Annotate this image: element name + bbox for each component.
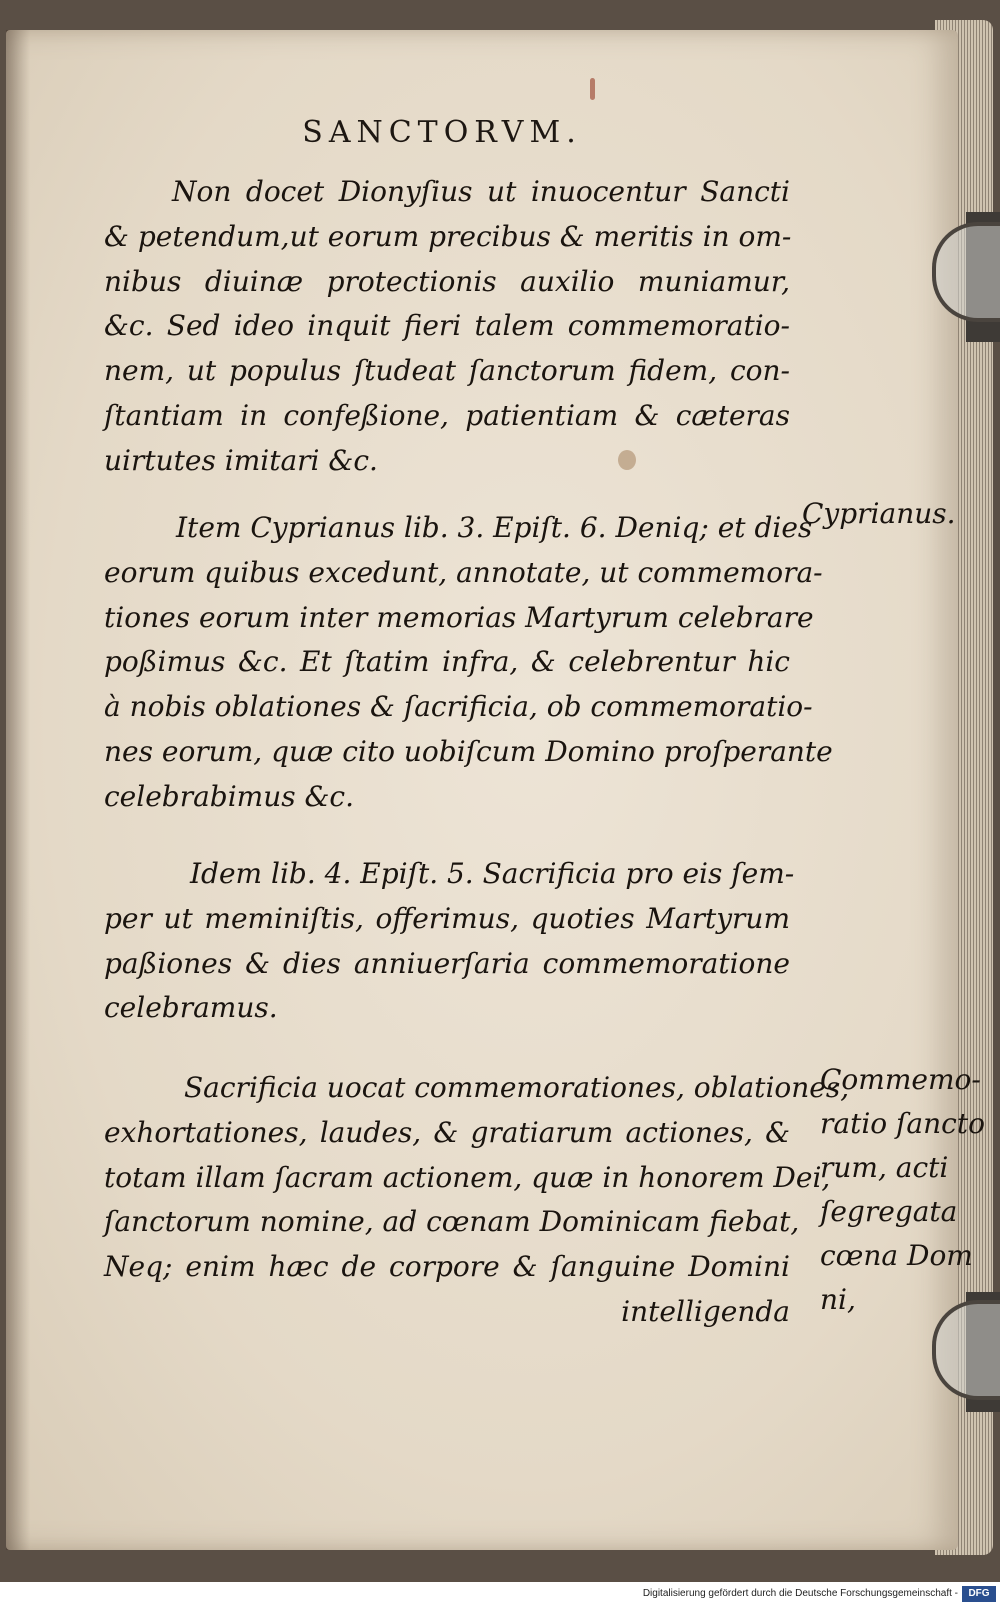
margin-note-line: Commemo-: [820, 1063, 981, 1096]
text-line: ſtantiam in confeßione, patientiam & cæteras: [104, 398, 790, 432]
margin-note-line: rum, acti: [820, 1151, 949, 1184]
text-line: Sacrificia uocat commemorationes, oblationes,: [184, 1071, 850, 1104]
digitization-footer: [0, 1582, 1000, 1606]
ink-mark: [590, 78, 595, 100]
gutter-shadow: [6, 30, 30, 1550]
margin-note-line: ni,: [820, 1283, 856, 1316]
paragraph-3: [104, 852, 795, 1031]
text-line: à nobis oblationes & ſacrificia, ob commemoratio-: [104, 690, 813, 724]
text-line: uirtutes imitari &c.: [104, 443, 378, 477]
margin-note-line: ſegregata: [820, 1195, 958, 1228]
text-line: nem, ut populus ſtudeat ſanctorum fidem, con-: [104, 354, 790, 388]
text-line: tiones eorum inter memorias Martyrum celebrare: [104, 600, 814, 634]
margin-note-line: cœna Dom: [820, 1239, 973, 1272]
dfg-logo: DFG: [962, 1586, 996, 1602]
margin-note-cyprianus: [802, 492, 956, 536]
text-line: paßiones & dies anniuerſaria commemoratione: [104, 946, 790, 980]
text-line: poßimus &c. Et ſtatim infra, & celebrentur hic: [104, 645, 790, 679]
text-line: nibus diuinæ protectionis auxilio muniamur,: [104, 264, 790, 298]
text-line: Item Cyprianus lib. 3. Epiſt. 6. Deniq; et dies: [176, 511, 813, 544]
text-line: totam illam ſacram actionem, quæ in honorem Dei,: [104, 1160, 831, 1194]
text-line: celebramus.: [104, 991, 278, 1025]
text-line: Idem lib. 4. Epiſt. 5. Sacrificia pro eis ſem-: [190, 857, 795, 890]
text-line: eorum quibus excedunt, annotate, ut commemora-: [104, 555, 823, 589]
text-line: &c. Sed ideo inquit fieri talem commemoratio-: [104, 309, 790, 343]
paragraph-1: [104, 170, 790, 484]
text-line: Non docet Dionyſius ut inuocentur Sancti: [172, 175, 790, 208]
running-head: [0, 115, 1000, 150]
text-line: celebrabimus &c.: [104, 779, 355, 813]
funding-credit: Digitalisierung gefördert durch die Deutsche Forschungsgemeinschaft -: [642, 1588, 958, 1599]
paragraph-2: [104, 506, 833, 820]
text-line: & petendum,ut eorum precibus & meritis in om-: [104, 219, 792, 253]
text-line: Neq; enim hæc de corpore & ſanguine Domini: [104, 1250, 790, 1284]
text-line: ſanctorum nomine, ad cœnam Dominicam fiebat,: [104, 1205, 800, 1239]
running-head-text: SANCTORVM.: [302, 115, 582, 150]
margin-note-commemoratio: [820, 1058, 985, 1322]
margin-note-line: Cyprianus.: [802, 497, 956, 530]
margin-note-line: ratio ſancto: [820, 1107, 985, 1140]
text-line: nes eorum, quæ cito uobiſcum Domino proſperante: [104, 734, 833, 768]
catchword: intelligenda: [621, 1294, 790, 1328]
text-line: per ut meminiſtis, offerimus, quoties Martyrum: [104, 901, 790, 935]
paragraph-4: [104, 1066, 850, 1335]
text-line: exhortationes, laudes, & gratiarum actiones, &: [104, 1115, 790, 1149]
